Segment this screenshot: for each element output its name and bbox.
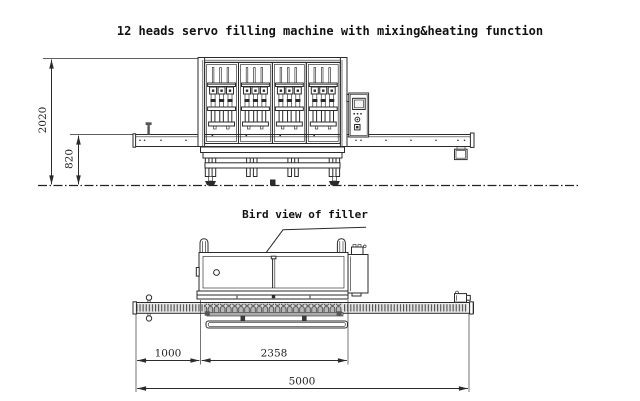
dimension-overall-height	[37, 60, 52, 185]
bottle-sensor	[146, 122, 152, 134]
corner-post-right	[337, 239, 345, 254]
lower-rail	[206, 321, 348, 328]
bird-view	[133, 208, 474, 392]
filler-body-top	[196, 253, 348, 300]
dimension-5000-label: 5000	[288, 375, 316, 388]
bird-view-label: Bird view of filler	[242, 208, 368, 221]
panel-indicator-lights	[353, 113, 362, 115]
corner-post-left	[200, 239, 208, 254]
conveyor-motor-front	[455, 147, 468, 160]
cabinet-left-column	[198, 58, 205, 147]
cabinet-right-column	[340, 58, 347, 147]
door-panel	[306, 63, 340, 144]
dimension-820-label: 820	[63, 148, 76, 170]
conveyor-motor-top	[455, 291, 471, 302]
conveyor-front	[133, 133, 474, 147]
door-panel	[272, 63, 306, 144]
machine-base-frame	[201, 147, 345, 185]
dimension-infeed	[137, 348, 199, 361]
dimension-filler-length	[202, 348, 347, 361]
front-view	[37, 58, 578, 186]
dimension-2358-label: 2358	[260, 347, 288, 360]
drawing-title: 12 heads servo filling machine with mixing&heating function	[116, 24, 544, 38]
control-box-top	[348, 245, 368, 297]
door-panel	[239, 63, 273, 144]
machine-cabinet	[198, 58, 347, 147]
dimension-total-length	[137, 376, 468, 389]
guide-rail	[207, 313, 343, 317]
door-panel	[205, 63, 239, 144]
control-panel	[347, 93, 369, 137]
dimension-conveyor-height	[64, 136, 79, 185]
dimension-2020-label: 2020	[37, 106, 49, 134]
dimension-1000-label: 1000	[154, 347, 182, 360]
conveyor-bolts	[139, 140, 465, 142]
bottle-row	[204, 304, 342, 313]
conveyor-top	[133, 302, 474, 328]
